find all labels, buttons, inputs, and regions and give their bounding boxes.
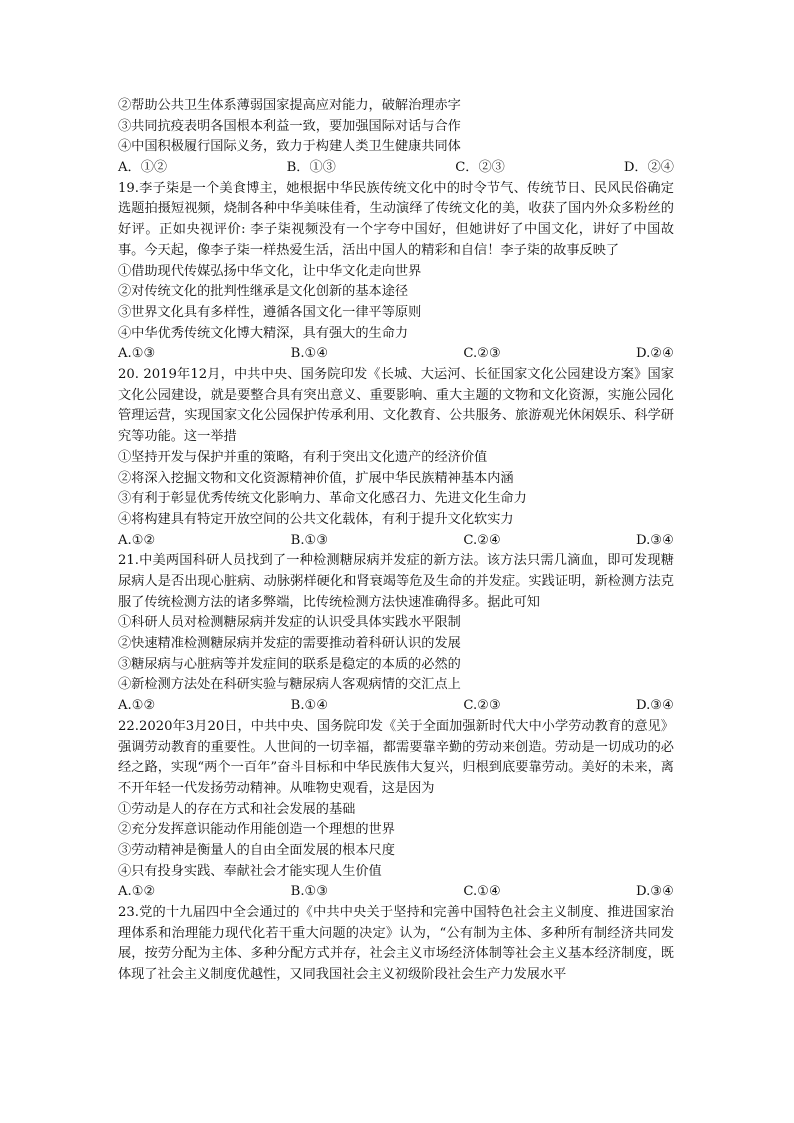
- exam-page: [118, 96, 674, 986]
- option-line: ③共同抗疫表明各国根本利益一致，要加强国际对话与合作: [118, 118, 461, 134]
- option-line: ②充分发挥意识能动作用能创造一个理想的世界: [118, 822, 395, 838]
- answer-choices: [118, 696, 674, 717]
- question-stem: 20. 2019年12月，中共中央、国务院印发《长城、大运河、长征国家文化公园建设方案》国家文化公园建设，就是要整合具有突出意义、重要影响、重大主题的文物和文化资源，实施公园化管理运营，实现国家文化公园保护传承利用、文化教育、公共服务、旅游观光休闲娱乐、科学研究等功能。这一举措: [118, 367, 674, 445]
- question-stem: 22.2020年3月20日，中共中央、国务院印发《关于全面加强新时代大中小学劳动教育的意见》强调劳动教育的重要性。人世间的一切幸福，都需要靠辛勤的劳动来创造。劳动是一切成功的必经之路，实现“两个一百年”奋斗目标和中华民族伟大复兴，归根到底要靠劳动。美好的未来，离不开年轻一代发扬劳动精神。从唯物史观看，这是因为: [118, 718, 674, 796]
- answer-choices: [118, 882, 674, 903]
- option-line: ②快速精准检测糖尿病并发症的需要推动着科研认识的发展: [118, 636, 461, 652]
- question-22: [118, 717, 674, 903]
- option-line: ③糖尿病与心脏病等并发症间的联系是稳定的本质的必然的: [118, 656, 461, 672]
- option-line: ③劳动精神是衡量人的自由全面发展的根本尺度: [118, 842, 395, 858]
- option-line: ④中国积极履行国际义务，致力于构建人类卫生健康共同体: [118, 139, 461, 155]
- choice-c: C.①④: [463, 884, 501, 900]
- choice-b: B.①③: [290, 884, 329, 900]
- option-line: ①借助现代传媒弘扬中华文化，让中华文化走向世界: [118, 263, 422, 279]
- option-line: ④将构建具有特定开放空间的公共文化载体，有利于提升文化软实力: [118, 511, 514, 527]
- option-line: ①坚持开发与保护并重的策略，有利于突出文化遗产的经济价值: [118, 449, 488, 465]
- option-line: ①劳动是人的存在方式和社会发展的基础: [118, 801, 356, 817]
- answer-choices: [118, 344, 674, 365]
- question-23: [118, 903, 674, 986]
- choice-d: D.③④: [636, 698, 674, 714]
- question-18: [118, 96, 674, 179]
- option-line: ①科研人员对检测糖尿病并发症的认识受具体实践水平限制: [118, 615, 461, 631]
- option-line: ④只有投身实践、奉献社会才能实现人生价值: [118, 863, 382, 879]
- choice-a: A.①③: [118, 346, 156, 362]
- choice-a: A.①②: [118, 698, 156, 714]
- option-line: ④中华优秀传统文化博大精深，具有强大的生命力: [118, 325, 409, 341]
- choice-b: B.①④: [290, 346, 329, 362]
- choice-a: A.①②: [118, 532, 156, 548]
- option-line: ②帮助公共卫生体系薄弱国家提高应对能力，破解治理赤字: [118, 98, 461, 113]
- question-19: [118, 179, 674, 365]
- option-line: ③有利于彰显优秀传统文化影响力、革命文化感召力、先进文化生命力: [118, 491, 527, 507]
- choice-d: D.③④: [636, 532, 674, 548]
- choice-d: D.③④: [636, 884, 674, 900]
- option-line: ②将深入挖掘文物和文化资源精神价值，扩展中华民族精神基本内涵: [118, 470, 514, 486]
- question-20: [118, 365, 674, 551]
- choice-a: A.①②: [118, 884, 156, 900]
- choice-c: C.②③: [463, 698, 501, 714]
- question-stem: 19.李子柒是一个美食博主，她根据中华民族传统文化中的时令节气、传统节日、民风民俗确定选题拍摄短视频，烧制各种中华美味佳肴，生动演绎了传统文化的美，收获了国内外众多粉丝的好评。正如央视评价: 李子柒视频没有一个字夸中国好，但她讲好了中国文化，讲好了中国故事。今天起，像李子柒一样热爱生活，活出中国人的精彩和自信！李子柒的故事反映了: [118, 180, 674, 258]
- choice-b: B．①③: [286, 160, 336, 176]
- choice-c: C.②④: [463, 532, 501, 548]
- question-stem: 21.中美两国科研人员找到了一种检测糖尿病并发症的新方法。该方法只需几滴血，即可发现糖尿病人是否出现心脏病、动脉粥样硬化和肾衰竭等危及生命的并发症。实践证明，新检测方法克服了传统检测方法的诸多弊端，比传统检测方法快速准确得多。据此可知: [118, 553, 674, 610]
- option-line: ②对传统文化的批判性继承是文化创新的基本途径: [118, 284, 409, 300]
- question-21: [118, 551, 674, 717]
- option-line: ③世界文化具有多样性，遵循各国文化一律平等原则: [118, 304, 422, 320]
- question-stem: 23.党的十九届四中全会通过的《中共中央关于坚持和完善中国特色社会主义制度、推进国家治理体系和治理能力现代化若干重大问题的决定》认为，“公有制为主体、多种所有制经济共同发展，按劳分配为主体、多种分配方式并存，社会主义市场经济体制等社会主义基本经济制度，既体现了社会主义制度优越性，又同我国社会主义初级阶段社会生产力发展水平: [118, 905, 674, 983]
- answer-choices: [118, 531, 674, 552]
- answer-choices: [118, 158, 674, 179]
- choice-b: B.①③: [290, 532, 329, 548]
- choice-c: C．②③: [455, 160, 505, 176]
- choice-b: B.①④: [290, 698, 329, 714]
- choice-c: C.②③: [463, 346, 501, 362]
- option-line: ④新检测方法处在科研实验与糖尿病人客观病情的交汇点上: [118, 677, 461, 693]
- choice-a: A．①②: [118, 160, 168, 176]
- choice-d: D.②④: [636, 346, 674, 362]
- choice-d: D．②④: [623, 160, 674, 176]
